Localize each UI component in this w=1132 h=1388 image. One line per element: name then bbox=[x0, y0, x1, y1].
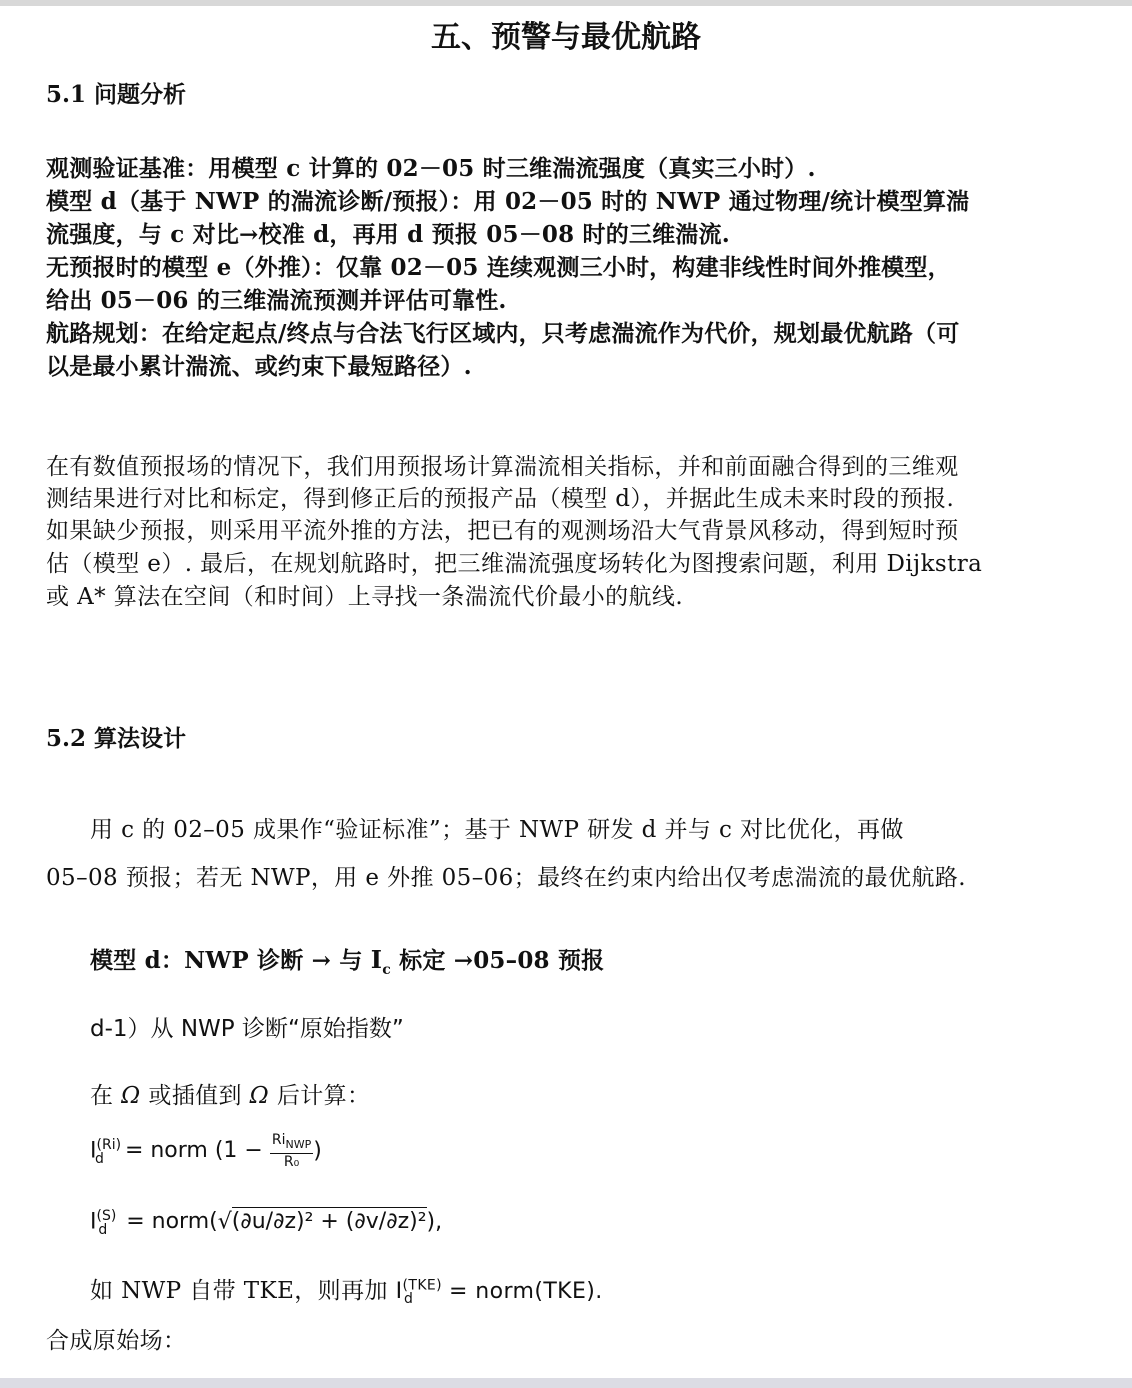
bold-line: 无预报时的模型 e（外推）：仅靠 02－05 连续观测三小时，构建非线性时间外推模型， bbox=[46, 254, 951, 281]
bold-line: 以是最小累计湍流、或约束下最短路径）. bbox=[46, 353, 472, 380]
page-title: 五、预警与最优航路 bbox=[431, 20, 701, 55]
model-d-heading-suffix: 标定 →05–08 预报 bbox=[399, 947, 605, 974]
equation-shear-index: $I^{(S)}_d$ = norm(√(∂u/∂z)² + (∂v/∂z)²), bbox=[90, 1208, 443, 1238]
bold-line: 流强度，与 c 对比→校准 d，再用 d 预报 05－08 时的三维湍流. bbox=[46, 221, 730, 248]
bold-line: 模型 d（基于 NWP 的湍流诊断/预报）：用 02－05 时的 NWP 通过物理/统计模型算湍 bbox=[46, 188, 970, 215]
calibration-symbol: $I_c$ bbox=[370, 945, 391, 978]
paragraph-line: 估（模型 e）. 最后，在规划航路时，把三维湍流强度场转化为图搜索问题，利用 Dijkstra bbox=[46, 551, 983, 577]
paragraph-line: 如果缺少预报，则采用平流外推的方法，把已有的观测场沿大气背景风移动，得到短时预 bbox=[46, 518, 959, 544]
sqrt-symbol: √ bbox=[217, 1209, 232, 1235]
step-d1: d-1）从 NWP 诊断“原始指数” bbox=[90, 1016, 404, 1042]
equation-ri-index: $I^{(Ri)}_d$ = norm (1 − $\frac{Ri_{NWP}}{\text{R₀}}$ ) bbox=[90, 1132, 322, 1170]
compute-domain-text: 在 Ω 或插值到 Ω 后计算： bbox=[90, 1083, 371, 1109]
bold-line: 给出 05－06 的三维湍流预测并评估可靠性. bbox=[46, 287, 507, 314]
synthesis-label: 合成原始场： bbox=[46, 1328, 187, 1354]
tke-equation-line: 如 NWP 自带 TKE，则再加 $I^{(TKE)}_d$ = norm(TKE). bbox=[90, 1277, 603, 1308]
bold-line: 观测验证基准：用模型 c 计算的 02－05 时三维湍流强度（真实三小时）. bbox=[46, 155, 816, 182]
ri-fraction: $\frac{Ri_{NWP}}{\text{R₀}}$ bbox=[271, 1132, 312, 1170]
omega-symbol: Ω bbox=[249, 1083, 270, 1109]
omega-symbol: Ω bbox=[121, 1083, 141, 1109]
model-d-heading-prefix: 模型 d：NWP 诊断 → 与 bbox=[90, 947, 363, 974]
paragraph-line: 在有数值预报场的情况下，我们用预报场计算湍流相关指标，并和前面融合得到的三维观 bbox=[46, 454, 959, 480]
intro-line: 05–08 预报；若无 NWP，用 e 外推 05–06；最终在约束内给出仅考虑湍流的最优航路. bbox=[46, 865, 966, 891]
paragraph-line: 或 A* 算法在空间（和时间）上寻找一条湍流代价最小的航线. bbox=[46, 584, 684, 610]
bold-line: 航路规划：在给定起点/终点与合法飞行区域内，只考虑湍流作为代价，规划最优航路（可 bbox=[46, 320, 960, 347]
bottom-scroll-edge bbox=[0, 1378, 1132, 1388]
section-5-1-heading: 5.1 问题分析 bbox=[46, 81, 187, 108]
paragraph-line: 测结果进行对比和标定，得到修正后的预报产品（模型 d），并据此生成未来时段的预报. bbox=[46, 486, 955, 512]
page-top-edge bbox=[0, 0, 1132, 6]
section-5-2-heading: 5.2 算法设计 bbox=[46, 725, 187, 752]
model-d-heading bbox=[90, 942, 604, 978]
intro-line: 用 c 的 02–05 成果作“验证标准”；基于 NWP 研发 d 并与 c 对比优化，再做 bbox=[90, 817, 904, 843]
